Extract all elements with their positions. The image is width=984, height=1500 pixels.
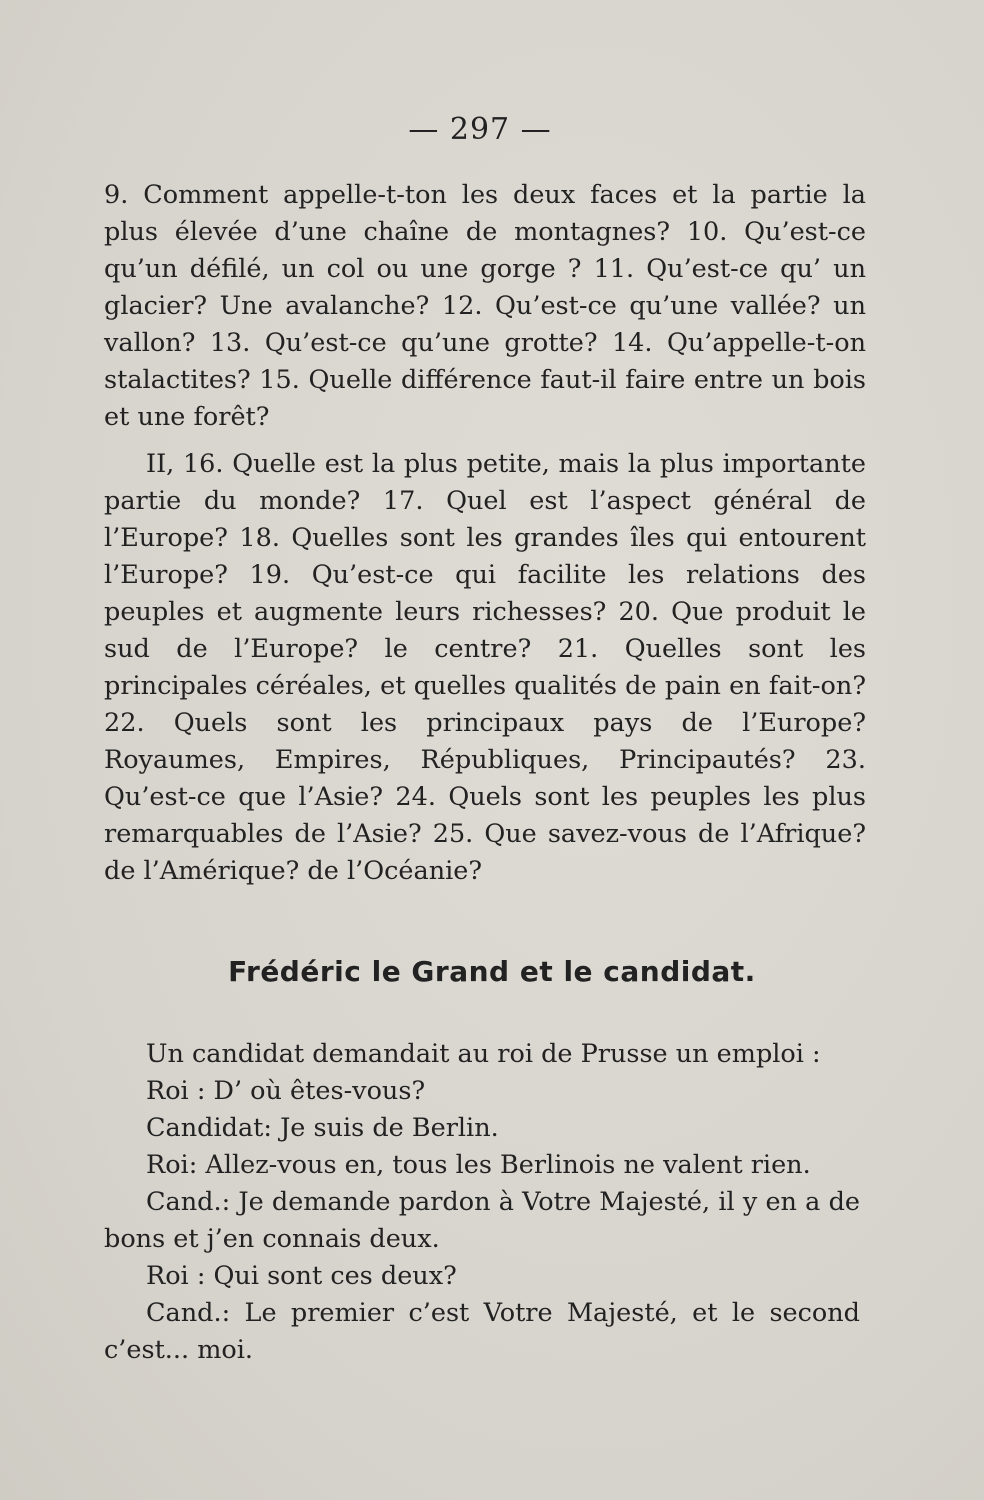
dialogue-line: Cand.: Je demande pardon à Votre Majesté, il y en a de bons et j’en connais deux. xyxy=(104,1187,860,1254)
dialogue-line: Candidat: Je suis de Berlin. xyxy=(146,1113,499,1143)
dialogue-line: Roi: Allez-vous en, tous les Berlinois ne valent rien. xyxy=(146,1150,811,1180)
questions-paragraph-1: 9. Comment appelle-t-ton les deux faces et la partie la plus élevée d’une chaîne de montagnes? 10. Qu’est-ce qu’un défilé, un col ou une gorge ? 11. Qu’est-ce qu’ un glacier? Une avalanche? 12. Qu’est-ce qu’une vallée? un vallon? 13. Qu’est-ce qu’une grotte? 14. Qu’appelle-t-on stalactites? 15. Quelle différence faut-il faire entre un bois et une forêt? xyxy=(104,180,866,432)
dialogue-line: Roi : Qui sont ces deux? xyxy=(146,1261,457,1291)
questions-section-one xyxy=(104,177,866,436)
story-title: Frédéric le Grand et le candidat. xyxy=(228,955,756,988)
questions-paragraph-2: II, 16. Quelle est la plus petite, mais la plus importante partie du monde? 17. Quel est l’aspect général de l’Europe? 18. Quelles sont les grandes îles qui entourent l’Europe? 19. Qu’est-ce qui facilite les relations des peuples et augmente leurs richesses? 20. Que produit le sud de l’Europe? le centre? 21. Quelles sont les principales céréales, et quelles qualités de pain en fait-on? 22. Quels sont les principaux pays de l’Europe? Royaumes, Empires, Républiques, Principautés? 23. Qu’est-ce que l’Asie? 24. Quels sont les peuples les plus remarquables de l’Asie? 25. Que savez-vous de l’Afrique? de l’Amérique? de l’Océanie? xyxy=(104,449,866,886)
page-number: — 297 — xyxy=(408,112,552,147)
dialogue-line: Un candidat demandait au roi de Prusse un emploi : xyxy=(146,1039,821,1069)
dialogue-line: Roi : D’ où êtes-vous? xyxy=(146,1076,426,1106)
story-dialogue xyxy=(104,1036,860,1369)
dialogue-line: Cand.: Le premier c’est Votre Majesté, et le second c’est... moi. xyxy=(104,1298,860,1365)
questions-section-two xyxy=(104,446,866,890)
